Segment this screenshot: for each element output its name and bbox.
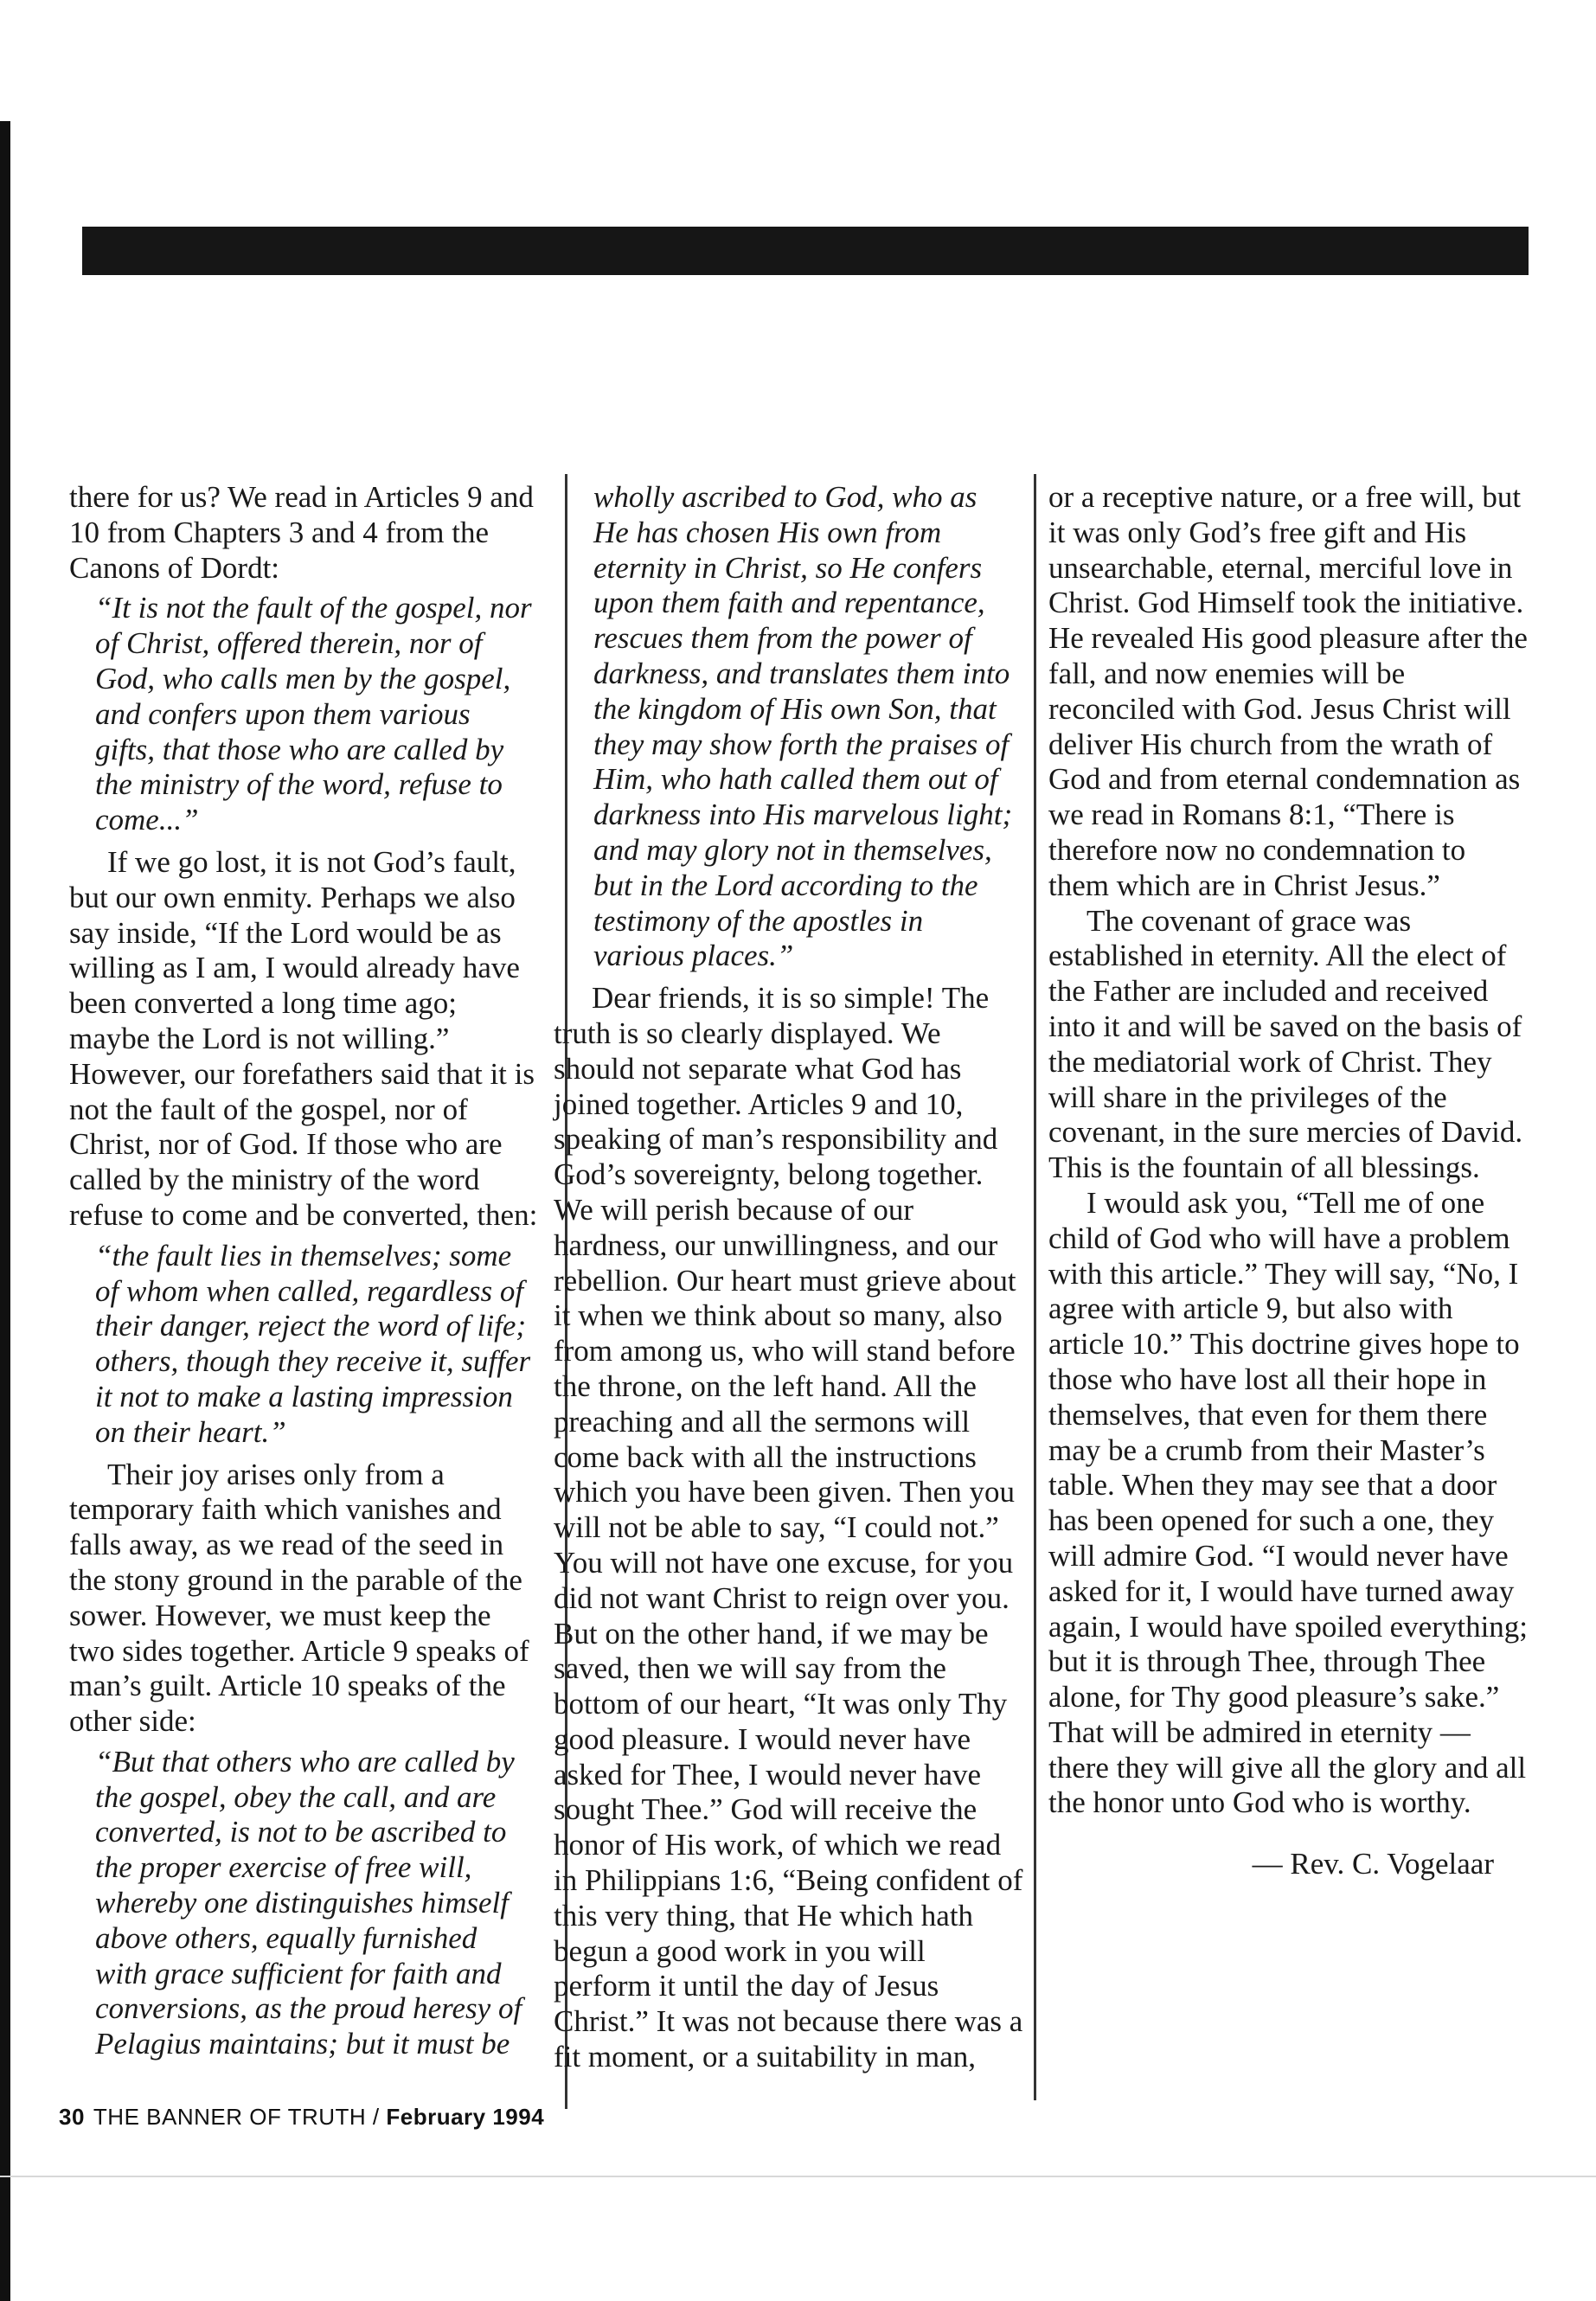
page-number: 30 [59, 2104, 85, 2130]
block-quote: “It is not the fault of the gospel, nor of Christ, offered therein, nor of God, who calls men by the gospel, and confers upon them various gifts, that those who are called by the ministry of the word, refuse to come...” [95, 591, 532, 837]
issue-date: February 1994 [386, 2104, 545, 2130]
block-quote: “the fault lies in themselves; some of whom when called, regardless of their danger, reject the word of life; others, though they receive it, suffer it not to make a lasting impression on their heart.” [95, 1238, 531, 1449]
paragraph: there for us? We read in Articles 9 and 10 from Chapters 3 and 4 from the Canons of Dordt: [69, 480, 534, 585]
paragraph: Dear friends, it is so simple! The truth is so clearly displayed. We should not separate what God has joined together. Articles 9 and 10, speaking of man’s responsibility and God’s sovereignty, belong together. We will perish because of our hardness, our unwillingness, and our rebellion. Our heart must grieve about it when we think about so many, also from among us, who will stand before the throne, on the left hand. All the preaching and all the sermons will come back with all the instructions which you have been given. Then you will not be able to say, “I could not.” You will not have one excuse, for you did not want Christ to reign over you. But on the other hand, if we may be saved, then we will say from the bottom of our heart, “It was only Thy good pleasure. I would never have asked for Thee, I would never have sought Thee.” God will receive the honor of His work, of which we read in Philippians 1:6, “Being confident of this very thing, that He which hath begun a good work in you will perform it until the day of Jesus Christ.” It was not because there was a fit moment, or a suitability in man, [554, 981, 1023, 2074]
publication-name: THE BANNER OF TRUTH / [93, 2104, 380, 2130]
author-signature: — Rev. C. Vogelaar [1252, 1847, 1494, 1881]
paragraph: or a receptive nature, or a free will, but it was only God’s free gift and His unsearchable, eternal, merciful love in Christ. God Himself took the initiative. He revealed His good pleasure after the fall, and now enemies will be reconciled with God. Jesus Christ will deliver His church from the wrath of God and from eternal condemnation as we read in Romans 8:1, “There is therefore now no condemnation to them which are in Christ Jesus.” [1048, 480, 1528, 902]
text-column-1 [69, 480, 541, 2069]
block-quote: “But that others who are called by the gospel, obey the call, and are converted, is not to be ascribed to the proper exercise of free will, whereby one distinguishes himself above others, equally furnished with grace sufficient for faith and conversions, as the proud heresy of Pelagius maintains; but it must be [95, 1744, 522, 2061]
page-footer [59, 2104, 544, 2131]
column-divider [1034, 474, 1036, 2100]
header-bar [82, 227, 1529, 275]
paragraph: Their joy arises only from a temporary faith which vanishes and falls away, as we read of the seed in the stony ground in the parable of the sower. However, we must keep the two sides together. Article 9 speaks of man’s guilt. Article 10 speaks of the other side: [69, 1457, 529, 1739]
page-edge-shadow [0, 121, 10, 2301]
paragraph: I would ask you, “Tell me of one child of God who will have a problem with this article.” They will say, “No, I agree with article 9, but also with article 10.” This doctrine gives hope to those who have lost all their hope in themselves, that even for them there may be a crumb from their Master’s table. When they may see that a door has been opened for such a one, they will admire God. “I would never have asked for it, I would have turned away again, I would have spoiled everything; but it is through Thee, through Thee alone, for Thy good pleasure’s sake.” That will be admired in eternity — there they will give all the glory and all the honor unto God who is worthy. [1048, 1185, 1529, 1820]
page-bottom-edge [0, 2176, 1596, 2177]
paragraph: The covenant of grace was established in eternity. All the elect of the Father are included and received into it and will be saved on the basis of the mediatorial work of Christ. They will share in the privileges of the covenant, in the sure mercies of David. This is the fountain of all blessings. [1048, 903, 1523, 1185]
text-column-2 [554, 480, 1025, 2075]
block-quote: wholly ascribed to God, who as He has chosen His own from eternity in Christ, so He confers upon them faith and repentance, rescues them from the power of darkness, and translates them into the kingdom of His own Son, that they may show forth the praises of Him, who hath called them out of darkness into His marvelous light; and may glory not in themselves, but in the Lord according to the testimony of the apostles in various places.” [593, 480, 1013, 973]
paragraph: If we go lost, it is not God’s fault, but our own enmity. Perhaps we also say inside, “If the Lord would be as willing as I am, I would already have been converted a long time ago; maybe the Lord is not willing.” However, our forefathers said that it is not the fault of the gospel, nor of Christ, nor of God. If those who are called by the ministry of the word refuse to come and be converted, then: [69, 844, 538, 1232]
text-column-3 [1048, 480, 1529, 1882]
